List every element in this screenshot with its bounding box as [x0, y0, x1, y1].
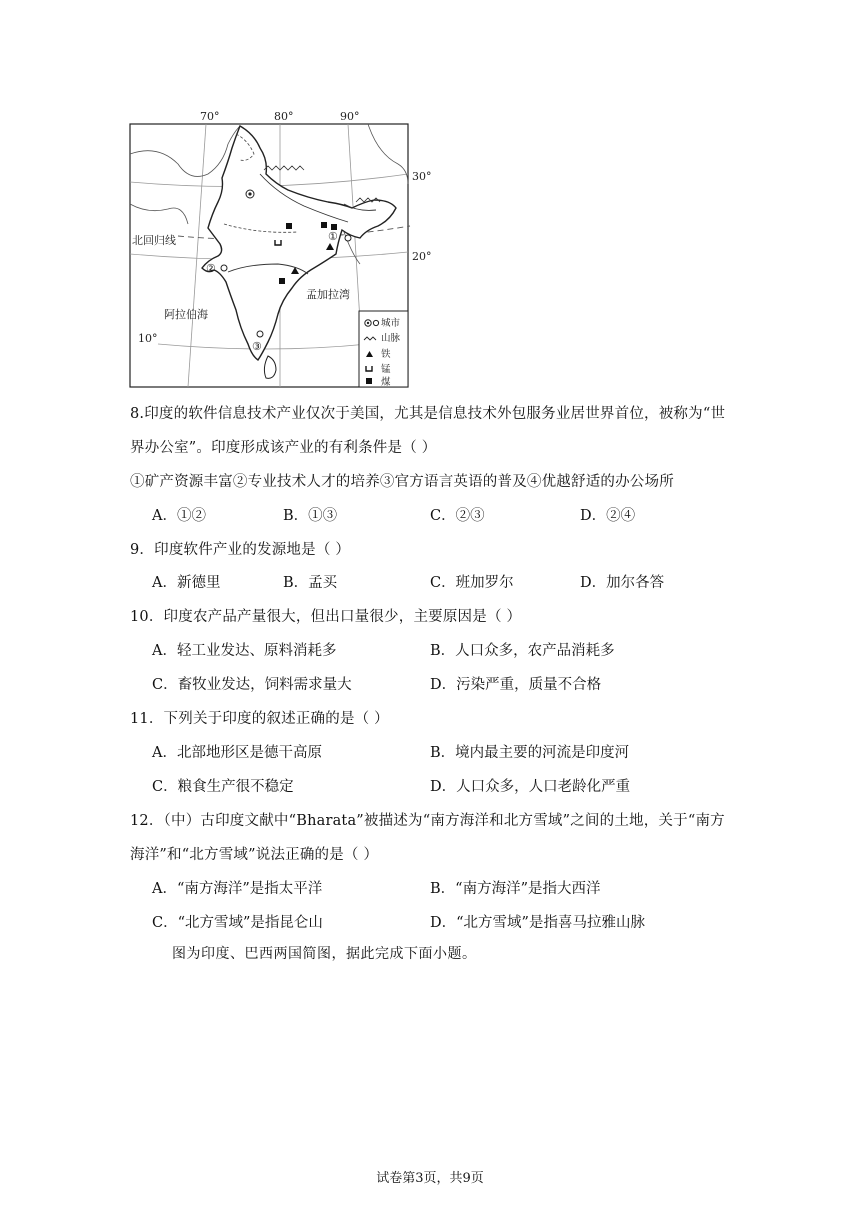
q12-option-c[interactable]: C．“北方雪域”是指昆仑山 [152, 915, 323, 931]
q10-option-a[interactable]: A．轻工业发达、原料消耗多 [152, 643, 337, 659]
coal-icon [321, 222, 327, 228]
coal-icon [331, 224, 337, 230]
next-section-intro: 图为印度、巴西两国简图，据此完成下面小题。 [172, 946, 477, 962]
q8-stem-line-2: 界办公室”。印度形成该产业的有利条件是（ ） [130, 440, 437, 456]
city-icon [221, 265, 227, 271]
tropic-label: 北回归线 [132, 234, 176, 247]
legend-coal-label: 煤 [381, 377, 391, 388]
bay-of-bengal-label: 孟加拉湾 [306, 288, 350, 301]
q8-conditions: ①矿产资源丰富②专业技术人才的培养③官方语言英语的普及④优越舒适的办公场所 [130, 474, 674, 490]
q11-option-a[interactable]: A．北部地形区是德干高原 [152, 745, 322, 761]
q9-option-c[interactable]: C．班加罗尔 [430, 575, 514, 591]
q9-stem: 9．印度软件产业的发源地是（ ） [130, 542, 351, 558]
lat-label-30: 30° [412, 170, 432, 183]
q11-option-b[interactable]: B．境内最主要的河流是印度河 [430, 745, 630, 761]
india-map [128, 104, 448, 394]
map-legend [359, 311, 408, 388]
q8-option-a[interactable]: A．①② [152, 508, 206, 524]
coal-icon [279, 278, 285, 284]
arabian-sea-label: 阿拉伯海 [164, 308, 208, 321]
lon-label-90: 90° [340, 110, 360, 123]
legend-coal-icon [366, 378, 372, 384]
q11-option-d[interactable]: D．人口众多，人口老龄化严重 [430, 779, 631, 795]
q10-option-c[interactable]: C．畜牧业发达，饲料需求量大 [152, 677, 352, 693]
q12-option-d[interactable]: D．“北方雪域”是指喜马拉雅山脉 [430, 915, 645, 931]
lon-label-80: 80° [274, 110, 294, 123]
site-marker-1: ① [328, 230, 338, 243]
city-icon [345, 235, 351, 241]
q8-stem-line-1: 8.印度的软件信息技术产业仅次于美国，尤其是信息技术外包服务业居世界首位，被称为“世 [130, 406, 726, 422]
coal-icon [286, 223, 292, 229]
lat-label-10: 10° [138, 332, 158, 345]
site-marker-2: ② [206, 262, 216, 275]
q11-option-c[interactable]: C．粮食生产很不稳定 [152, 779, 294, 795]
legend-mountain-label: 山脉 [381, 333, 401, 344]
legend-city-label: 城市 [381, 318, 401, 329]
q9-option-b[interactable]: B．孟买 [283, 575, 338, 591]
city-icon [257, 331, 263, 337]
q8-option-b[interactable]: B．①③ [283, 508, 338, 524]
q10-stem: 10．印度农产品产量很大，但出口量很少，主要原因是（ ） [130, 609, 522, 625]
q10-option-d[interactable]: D．污染严重，质量不合格 [430, 677, 602, 693]
q9-option-a[interactable]: A．新德里 [152, 575, 221, 591]
india-map-figure [128, 104, 448, 394]
lat-label-20: 20° [412, 250, 432, 263]
site-marker-3: ③ [252, 340, 262, 353]
lon-label-70: 70° [200, 110, 220, 123]
q8-option-c[interactable]: C．②③ [430, 508, 485, 524]
q12-option-a[interactable]: A．“南方海洋”是指太平洋 [152, 881, 323, 897]
q12-stem-line-2: 海洋”和“北方雪域”说法正确的是（ ） [130, 847, 379, 863]
q10-option-b[interactable]: B．人口众多，农产品消耗多 [430, 643, 615, 659]
page-footer: 试卷第3页，共9页 [376, 1171, 484, 1186]
legend-iron-label: 铁 [381, 349, 391, 360]
q12-option-b[interactable]: B．“南方海洋”是指大西洋 [430, 881, 601, 897]
q11-stem: 11．下列关于印度的叙述正确的是（ ） [130, 711, 389, 727]
q8-option-d[interactable]: D．②④ [580, 508, 636, 524]
q12-stem-line-1: 12．（中）古印度文献中“Bharata”被描述为“南方海洋和北方雪域”之间的土地，关于“南方 [130, 813, 725, 829]
legend-manganese-label: 锰 [381, 364, 391, 375]
q9-option-d[interactable]: D．加尔各答 [580, 575, 665, 591]
